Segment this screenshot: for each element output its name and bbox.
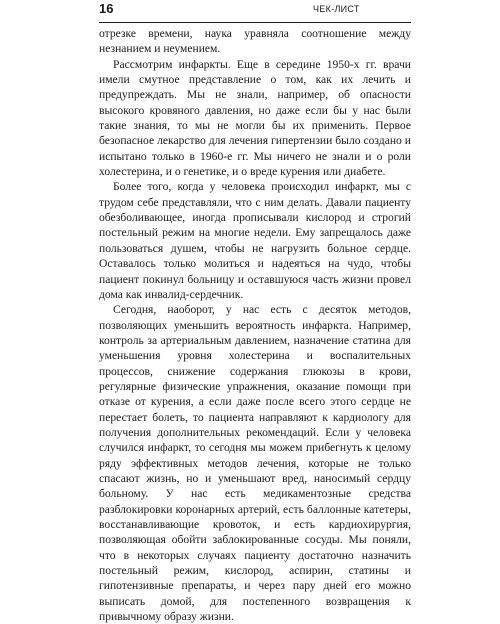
paragraph-heart-attacks: Рассмотрим инфаркты. Еще в середине 1950-х гг. врачи имели смутное представление о том, как их лечить и предупреждать. Мы не знали, например, об опасности высокого кровяного давления, но даже если бы у нас были такие знания, то мы не могли бы их применить. Первое безопасное лекарство для лечения гипертензии было создано и испытано только в 1960-е гг. Мы ничего не знали и о роли холестерина, и о генетике, и о вреде курения или диабете.	[99, 57, 411, 179]
paragraph-continuation: отрезке времени, наука уравняла соотношение между незнанием и неумением.	[99, 27, 411, 56]
page-number: 16	[99, 1, 114, 16]
paragraph-modern-methods: Сегодня, наоборот, у нас есть с десяток методов, позволяющих уменьшить вероятность инфаркта. Например, контроль за артериальным давлением, назначение статина для уменьшения уровня холестерина и воспалительных процессов, снижение содержания глюкозы в крови, регулярные физические упражнения, оказание помощи при отказе от курения, а если даже после всего этого сердце не перестает болеть, то пациента направляют к кардиологу для получения дополнительных рекомендаций. Если у человека случился инфаркт, то сегодня мы можем прибегнуть к целому ряду эффективных методов лечения, которые не только спасают жизнь, но и уменьшают вред, наносимый сердцу больному. У нас есть медикаментозные средства разблокировки коронарных артерий, есть баллонные катетеры, восстанавливающие кровоток, и есть кардиохирургия, позволяющая обойти заблокированные сосуды. Мы поняли, что в некоторых случаях пациенту достаточно назначить постельный режим, кислород, аспирин, статины и гипотензивные препараты, и через пару дней его можно выписать домой, для постепенного возвращения к привычному образу жизни.	[99, 303, 411, 624]
body-text	[99, 26, 411, 624]
page-header	[99, 0, 411, 23]
paragraph-past-treatment: Более того, когда у человека происходил инфаркт, мы с трудом себе представляли, что с ним делать. Давали пациенту обезболивающее, иногда прописывали кислород и строгий постельный режим на многие недели. Ему запрещалось даже пользоваться душем, чтобы не нагрузить больное сердце. Оставалось только молиться и надеяться на чудо, чтобы пациент покинул больницу и оставшуюся часть жизни провел дома как инвалид-сердечник.	[99, 180, 411, 301]
running-head: ЧЕК-ЛИСТ	[313, 4, 360, 14]
